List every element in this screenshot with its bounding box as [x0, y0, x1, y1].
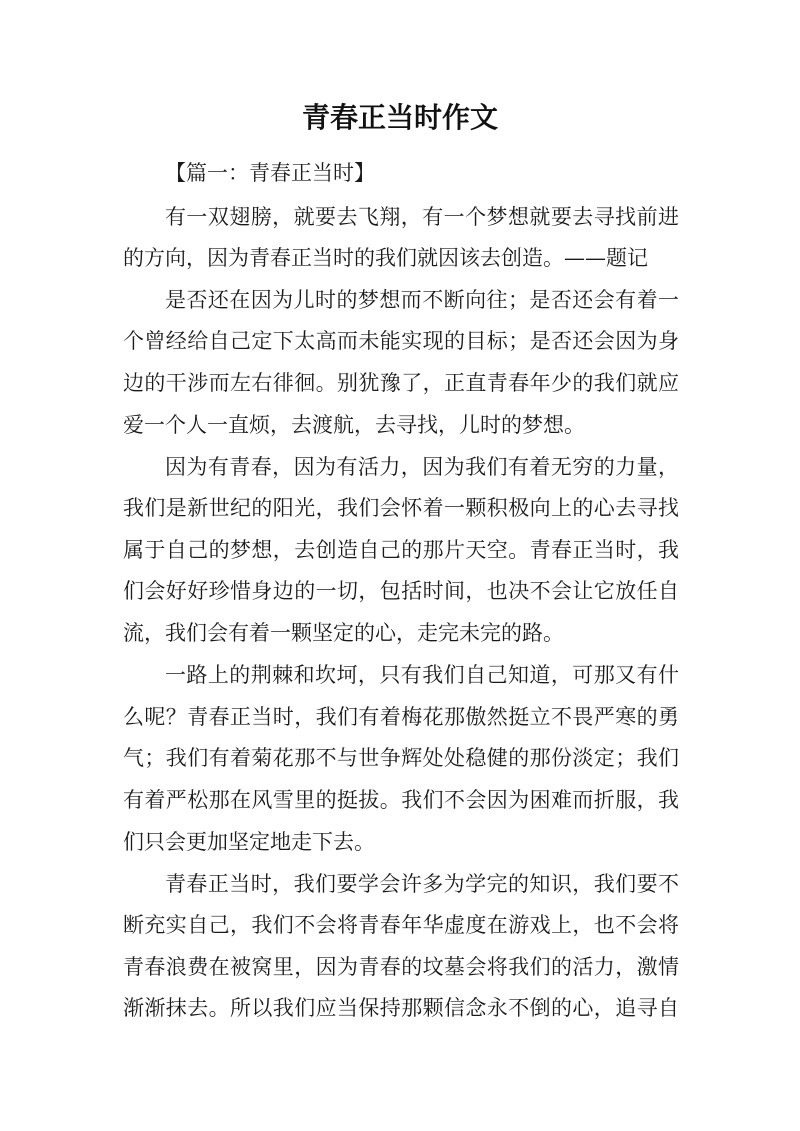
- paragraph-line: 边的干涉而左右徘徊。别犹豫了，正直青春年少的我们就应: [123, 371, 679, 395]
- paragraph-line: 个曾经给自己定下太高而未能实现的目标；是否还会因为身: [123, 329, 679, 353]
- paragraph-line: 有一双翅膀，就要去飞翔，有一个梦想就要去寻找前进: [165, 205, 679, 229]
- paragraph-line: 因为有青春，因为有活力，因为我们有着无穷的力量，: [165, 455, 679, 479]
- paragraph-line: 么呢？青春正当时，我们有着梅花那傲然挺立不畏严寒的勇: [123, 705, 679, 729]
- paragraph-line: 气；我们有着菊花那不与世争辉处处稳健的那份淡定；我们: [123, 746, 679, 770]
- paragraph-line: 爱一个人一直烦，去渡航，去寻找，儿时的梦想。: [123, 413, 585, 437]
- paragraph-line: 断充实自己，我们不会将青春年华虚度在游戏上，也不会将: [123, 913, 679, 937]
- paragraph-line: 属于自己的梦想，去创造自己的那片天空。青春正当时，我: [123, 538, 679, 562]
- document-title: 青春正当时作文: [301, 101, 498, 134]
- section-heading: 【篇一：青春正当时】: [165, 161, 375, 185]
- paragraph-line: 有着严松那在风雪里的挺拔。我们不会因为困难而折服，我: [123, 788, 679, 812]
- paragraph-line: 青春浪费在被窝里，因为青春的坟墓会将我们的活力，激情: [123, 955, 679, 979]
- paragraph-line: 一路上的荆棘和坎坷，只有我们自己知道，可那又有什: [165, 663, 679, 687]
- paragraph-line: 是否还在因为儿时的梦想而不断向往；是否还会有着一: [165, 288, 679, 312]
- paragraph-line: 渐渐抹去。所以我们应当保持那颗信念永不倒的心，追寻自: [123, 996, 679, 1020]
- paragraph-line: 流，我们会有着一颗坚定的心，走完未完的路。: [123, 621, 564, 645]
- paragraph-line: 的方向，因为青春正当时的我们就因该去创造。——题记: [123, 246, 648, 270]
- paragraph-line: 们只会更加坚定地走下去。: [123, 830, 375, 854]
- paragraph-line: 我们是新世纪的阳光，我们会怀着一颗积极向上的心去寻找: [123, 496, 679, 520]
- paragraph-line: 青春正当时，我们要学会许多为学完的知识，我们要不: [165, 872, 679, 896]
- paragraph-line: 们会好好珍惜身边的一切，包括时间，也决不会让它放任自: [123, 579, 679, 603]
